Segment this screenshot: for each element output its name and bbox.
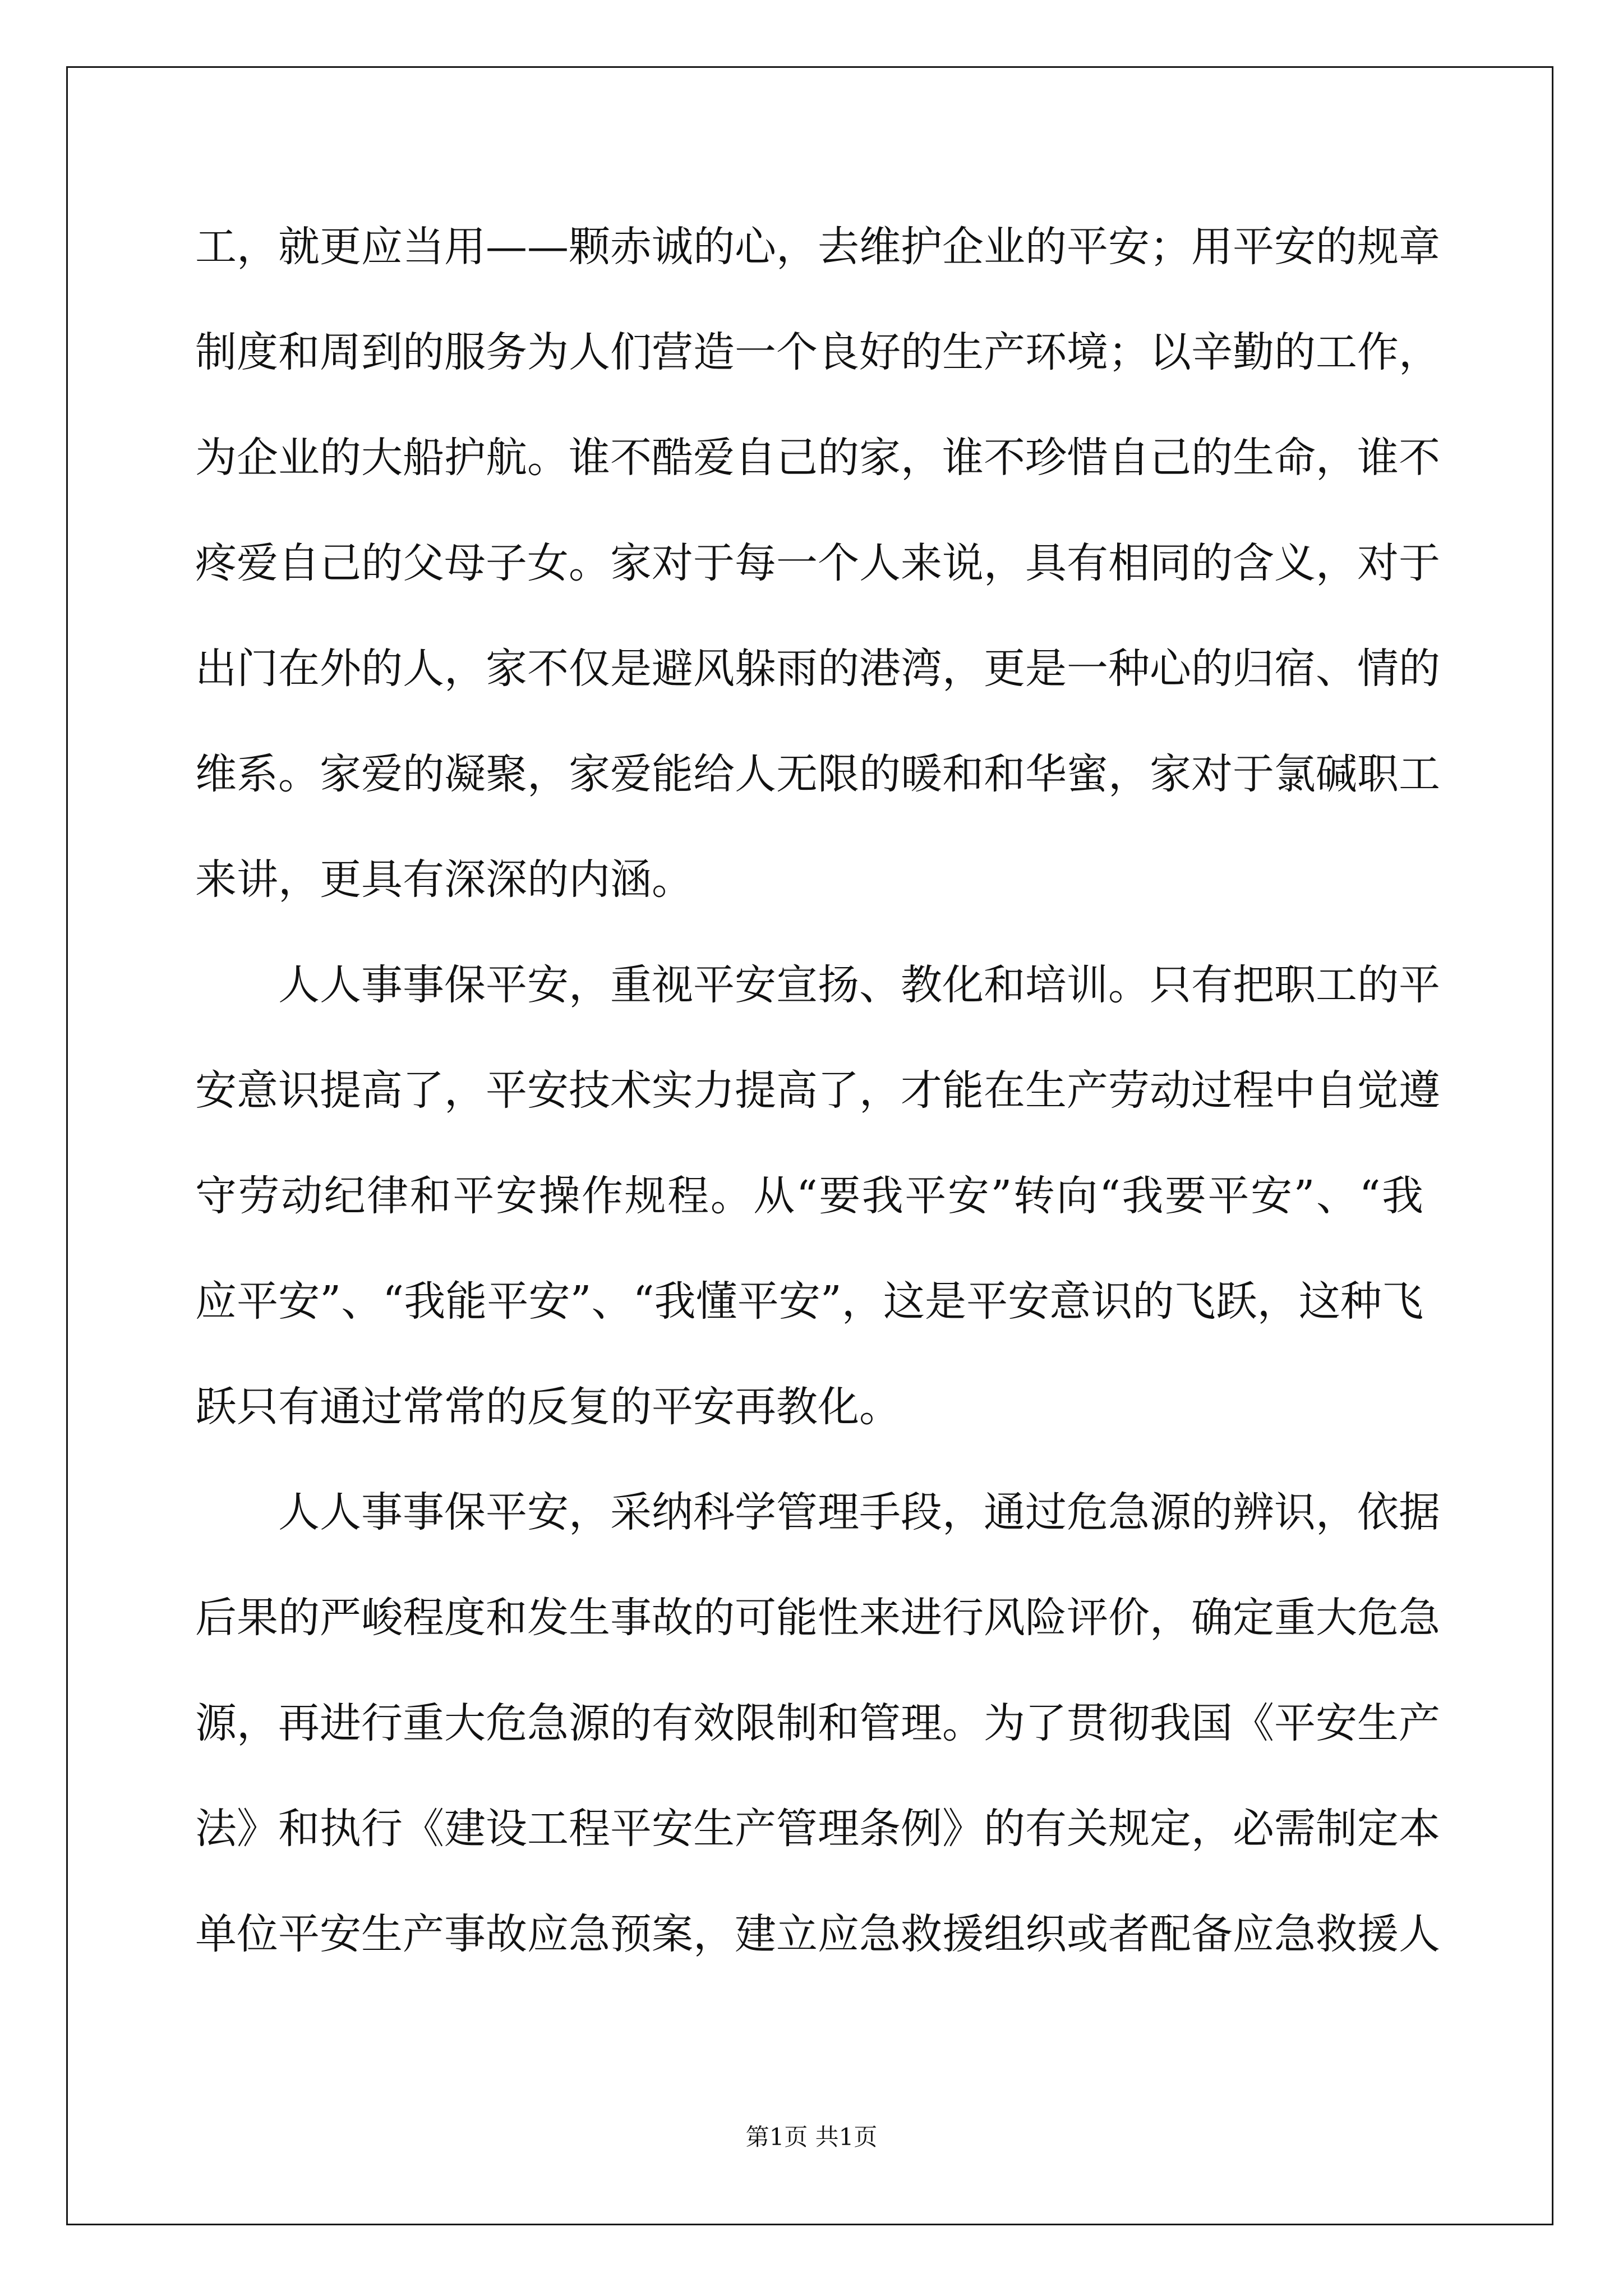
paragraph-line: 人人事事保平安，采纳科学管理手段，通过危急源的辨识，依据 — [278, 1488, 1440, 1536]
paragraph-line: 来讲，更具有深深的内涵。 — [195, 855, 693, 904]
paragraph-line: 工，就更应当用——颗赤诚的心，去维护企业的平安；用平安的规章 — [195, 223, 1440, 271]
paragraph-line: 疼爱自己的父母子女。家对于每一个人来说，具有相同的含义，对于 — [195, 539, 1440, 587]
paragraph-line: 制度和周到的服务为人们营造一个良好的生产环境；以辛勤的工作， — [195, 328, 1440, 376]
paragraph-line: 法》和执行《建设工程平安生产管理条例》的有关规定，必需制定本 — [195, 1805, 1440, 1853]
paragraph-line: 维系。家爱的凝聚，家爱能给人无限的暖和和华蜜，家对于氯碱职工 — [195, 750, 1440, 798]
paragraph-line: 应平安”、“我能平安”、“我懂平安”，这是平安意识的飞跃，这种飞 — [195, 1277, 1423, 1326]
page-border — [66, 66, 1553, 2225]
paragraph-line: 出门在外的人，家不仅是避风躲雨的港湾，更是一种心的归宿、情的 — [195, 645, 1440, 693]
paragraph-line: 后果的严峻程度和发生事故的可能性来进行风险评价，确定重大危急 — [195, 1594, 1440, 1642]
paragraph-line: 单位平安生产事故应急预案，建立应急救援组织或者配备应急救援人 — [195, 1910, 1440, 1958]
paragraph-line: 为企业的大船护航。谁不酷爱自己的家，谁不珍惜自己的生命，谁不 — [195, 434, 1440, 482]
page-footer: 第1页 共1页 — [745, 2123, 878, 2151]
paragraph-line: 跃只有通过常常的反复的平安再教化。 — [195, 1383, 901, 1431]
paragraph-line: 守劳动纪律和平安操作规程。从“要我平安”转向“我要平安”、“我 — [195, 1172, 1423, 1220]
paragraph-line: 源，再进行重大危急源的有效限制和管理。为了贯彻我国《平安生产 — [195, 1699, 1440, 1747]
paragraph-line: 安意识提高了，平安技术实力提高了，才能在生产劳动过程中自觉遵 — [195, 1066, 1440, 1115]
paragraph-line: 人人事事保平安，重视平安宣扬、教化和培训。只有把职工的平 — [278, 961, 1440, 1009]
